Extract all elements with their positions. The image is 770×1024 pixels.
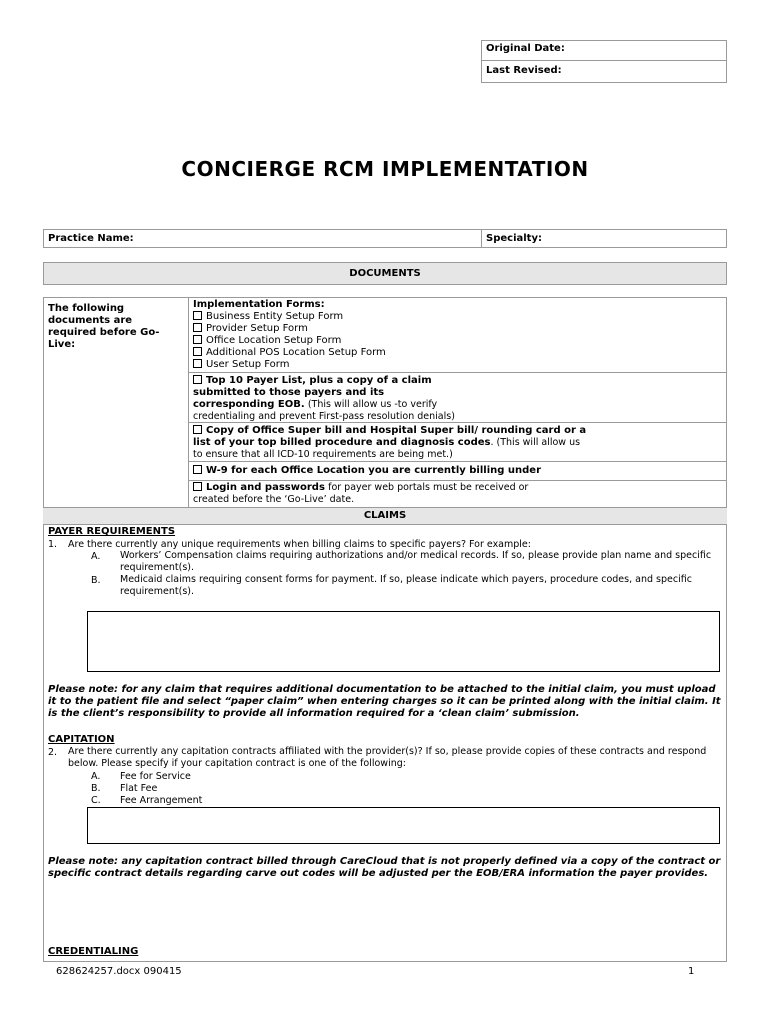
question-2-number: 2. (48, 747, 58, 758)
sub-item-letter: C. (91, 795, 101, 806)
implementation-forms-cell (193, 299, 723, 371)
sub-item-text: Fee for Service (120, 771, 191, 782)
sub-item-letter: A. (91, 551, 101, 562)
question-2-text: Are there currently any capitation contracts affiliated with the provider(s)? If so, please provide copies of these contracts and respond below. Please specify if your capitation contract is one of the following: (68, 746, 707, 769)
w9-cell[interactable] (193, 465, 723, 477)
page-title: CONCIERGE RCM IMPLEMENTATION (181, 157, 589, 181)
payer-requirements-answer-field[interactable] (87, 611, 720, 672)
payer-requirements-heading: PAYER REQUIREMENTS (48, 526, 176, 537)
sub-item-text: Fee Arrangement (120, 795, 203, 806)
question-1-text: Are there currently any unique requirements when billing claims to specific payers? For example: (68, 539, 531, 550)
superbill-note: . (This will allow us to ensure that all ICD-10 requirements are being met.) (193, 437, 581, 460)
original-date-label: Original Date: (486, 43, 565, 54)
login-bold: Login and passwords (206, 482, 325, 493)
w9-text: W-9 for each Office Location you are currently billing under (206, 465, 541, 476)
row-divider (188, 461, 727, 462)
row-divider (188, 422, 727, 423)
credentialing-heading: CREDENTIALING (48, 946, 139, 957)
footer-filename: 628624257.docx 090415 (56, 966, 182, 977)
payer-list-cell[interactable] (193, 375, 468, 423)
checkbox-icon[interactable] (193, 311, 202, 320)
claims-heading-text: CLAIMS (363, 510, 407, 521)
capitation-note: Please note: any capitation contract billed through CareCloud that is not properly defined via a copy of the contract or specific contract details regarding carve out codes will be adjusted per the EOB/ERA information the payer provides. (48, 856, 721, 879)
sub-item-text: Flat Fee (120, 783, 158, 794)
sub-item-letter: B. (91, 575, 101, 586)
checkbox-icon[interactable] (193, 482, 202, 491)
documents-column-divider (188, 297, 189, 507)
payer-list-bold: Top 10 Payer List, plus a copy of a claim submitted to those payers and its corresponding EOB. (193, 375, 432, 410)
practice-info-row (43, 229, 727, 248)
practice-name-label: Practice Name: (48, 233, 134, 244)
checkbox-icon[interactable] (193, 375, 202, 384)
form-item[interactable]: Additional POS Location Setup Form (193, 347, 723, 359)
sub-item-letter: B. (91, 783, 101, 794)
footer-page-number: 1 (688, 966, 695, 977)
form-item[interactable]: Business Entity Setup Form (193, 311, 723, 323)
checkbox-icon[interactable] (193, 465, 202, 474)
form-item[interactable]: User Setup Form (193, 359, 723, 371)
payer-list-note: (This will allow us -to verify credentialing and prevent First-pass resolution denials) (193, 399, 455, 422)
sub-item-text: Workers’ Compensation claims requiring authorizations and/or medical records. If so, please provide plan name and specific requirement(s). (120, 550, 712, 573)
form-item[interactable]: Office Location Setup Form (193, 335, 723, 347)
form-item[interactable]: Provider Setup Form (193, 323, 723, 335)
superbill-bold: Copy of Office Super bill and Hospital Super bill/ rounding card or a list of your top billed procedure and diagnosis codes (193, 425, 587, 448)
header-divider (482, 60, 726, 61)
capitation-answer-field[interactable] (87, 807, 720, 844)
row-divider (188, 372, 727, 373)
login-note: for payer web portals must be received or created before the ‘Go-Live’ date. (193, 482, 529, 505)
login-cell[interactable] (193, 482, 553, 506)
question-1-number: 1. (48, 539, 58, 550)
checkbox-icon[interactable] (193, 347, 202, 356)
implementation-forms-title: Implementation Forms: (193, 299, 325, 310)
superbill-cell[interactable] (193, 425, 588, 461)
specialty-label: Specialty: (486, 233, 542, 244)
row-divider (188, 480, 727, 481)
claims-heading (43, 507, 727, 525)
documents-heading-text: DOCUMENTS (349, 268, 421, 279)
practice-divider (481, 230, 482, 247)
checkbox-icon[interactable] (193, 335, 202, 344)
documents-heading (43, 262, 727, 285)
capitation-heading: CAPITATION (48, 734, 115, 745)
checkbox-icon[interactable] (193, 323, 202, 332)
checkbox-icon[interactable] (193, 425, 202, 434)
sub-item-text: Medicaid claims requiring consent forms for payment. If so, please indicate which payers, procedure codes, and specific requirement(s). (120, 574, 692, 597)
last-revised-label: Last Revised: (486, 65, 562, 76)
payer-requirements-note: Please note: for any claim that requires additional documentation to be attached to the initial claim, you must upload it to the patient file and select “paper claim” when entering charges so it can be printed along with the initial claim. It is the client’s responsibility to provide all information required for a ‘clean claim’ submission. (48, 684, 721, 719)
header-dates-box (481, 40, 727, 83)
documents-required-label: The following documents are required before Go-Live: (48, 303, 160, 350)
sub-item-letter: A. (91, 771, 101, 782)
checkbox-icon[interactable] (193, 359, 202, 368)
